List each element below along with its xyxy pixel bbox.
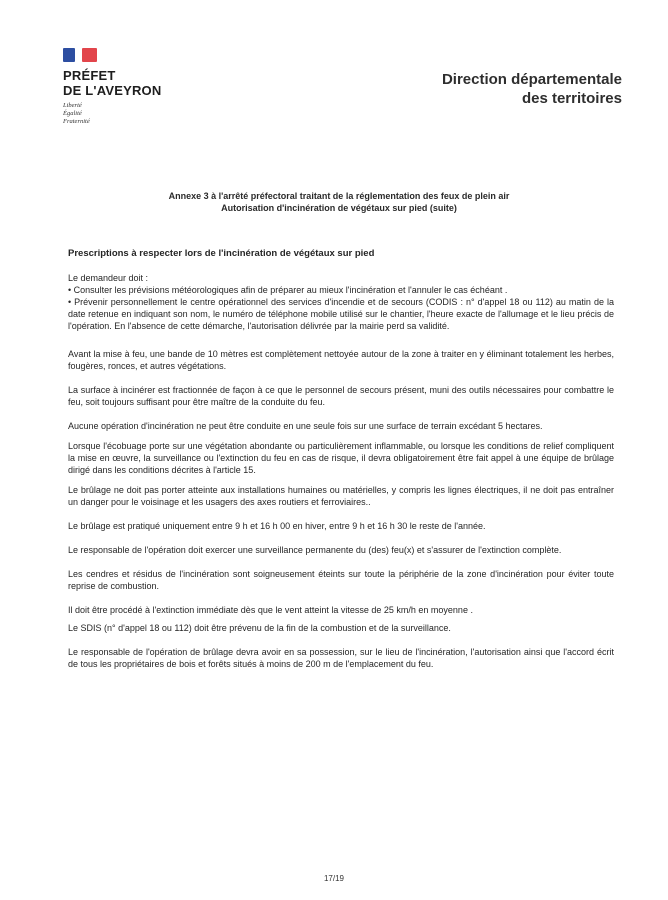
paragraph: Le brûlage ne doit pas porter atteinte aux installations humaines ou matérielles, y compris les lignes électriques, il ne doit pas entraîner un danger pour le voisinage et les usagers des axes routiers et ferroviaires.. bbox=[68, 485, 614, 507]
paragraph: Il doit être procédé à l'extinction immédiate dès que le vent atteint la vitesse de 25 km/h en moyenne . bbox=[68, 605, 473, 615]
logo-line-1: PRÉFET bbox=[63, 68, 116, 83]
page-number: 17/19 bbox=[323, 874, 345, 883]
document-body bbox=[68, 248, 614, 670]
flag-red-band bbox=[82, 48, 97, 62]
section-heading: Prescriptions à respecter lors de l'incinération de végétaux sur pied bbox=[68, 248, 375, 259]
direction-line-2: des territoires bbox=[521, 90, 622, 107]
marianne-flag-icon bbox=[63, 48, 97, 62]
motto-fraternite: Fraternité bbox=[63, 118, 90, 125]
intro-text: Le demandeur doit : bbox=[68, 273, 149, 283]
prefecture-logo bbox=[63, 48, 203, 126]
paragraph: Le SDIS (n° d'appel 18 ou 112) doit être prévenu de la fin de la combustion et de la surveillance. bbox=[68, 623, 451, 633]
motto-liberte: Liberté bbox=[63, 102, 82, 109]
paragraph: Le responsable de l'opération de brûlage devra avoir en sa possession, sur le lieu de l'incinération, l'autorisation ainsi que l'accord écrit de tous les propriétaires de bois et forêts situés à moins de 200 m de l'emplacement du feu. bbox=[68, 647, 614, 669]
republic-motto bbox=[63, 102, 203, 126]
document-title bbox=[60, 190, 618, 214]
paragraph: Avant la mise à feu, une bande de 10 mètres est complètement nettoyée autour de la zone à traiter en y éliminant totalement les herbes, fougères, ronces, et autres végétations. bbox=[68, 349, 614, 371]
paragraph: Lorsque l'écobuage porte sur une végétation abondante ou particulièrement inflammable, ou lorsque les conditions de relief compliquent la mise en œuvre, la surveillance ou l'extinction du feu en cas de risque, il devra obligatoirement être fait appel à une équipe de brûlage dirigé dans les conditions décrites à l'article 15. bbox=[68, 441, 614, 475]
title-line-1: Annexe 3 à l'arrêté préfectoral traitant de la réglementation des feux de plein air bbox=[168, 191, 510, 201]
logo-line-2: DE L'AVEYRON bbox=[63, 83, 162, 98]
flag-white-band bbox=[75, 48, 82, 62]
issuing-department bbox=[442, 70, 622, 108]
direction-line-1: Direction départementale bbox=[441, 71, 622, 88]
paragraph: Aucune opération d'incinération ne peut être conduite en une seule fois sur une surface de terrain excédant 5 hectares. bbox=[68, 421, 543, 431]
applicant-duties bbox=[68, 272, 614, 332]
flag-blue-band bbox=[63, 48, 75, 62]
paragraph: La surface à incinérer est fractionnée de façon à ce que le personnel de secours présent, muni des outils nécessaires pour combattre le feu, soit toujours suffisant pour être maître de la conduite du feu. bbox=[68, 385, 614, 407]
paragraph: Les cendres et résidus de l'incinération sont soigneusement éteints sur toute la périphérie de la zone d'incinération pour éviter toute reprise de combustion. bbox=[68, 569, 614, 591]
paragraph: Le brûlage est pratiqué uniquement entre 9 h et 16 h 00 en hiver, entre 9 h et 16 h 30 le reste de l'année. bbox=[68, 521, 486, 531]
motto-egalite: Égalité bbox=[63, 110, 82, 117]
bullet-item: • Consulter les prévisions météorologiques afin de préparer au mieux l'incinération et l'annuler le cas échéant . bbox=[68, 285, 508, 295]
title-line-2: Autorisation d'incinération de végétaux sur pied (suite) bbox=[221, 203, 457, 213]
bullet-item: • Prévenir personnellement le centre opérationnel des services d'incendie et de secours (CODIS : n° d'appel 18 ou 112) au matin de la date retenue en indiquant son nom, le numéro de téléphone mobile utilisé sur le chantier, l'heure exacte de l'allumage et le lieu précis de l'opération. En l'absence de cette démarche, l'autorisation délivrée par la mairie perd sa validité. bbox=[68, 297, 614, 331]
paragraph: Le responsable de l'opération doit exercer une surveillance permanente du (des) feu(x) et s'assurer de l'extinction complète. bbox=[68, 545, 562, 555]
